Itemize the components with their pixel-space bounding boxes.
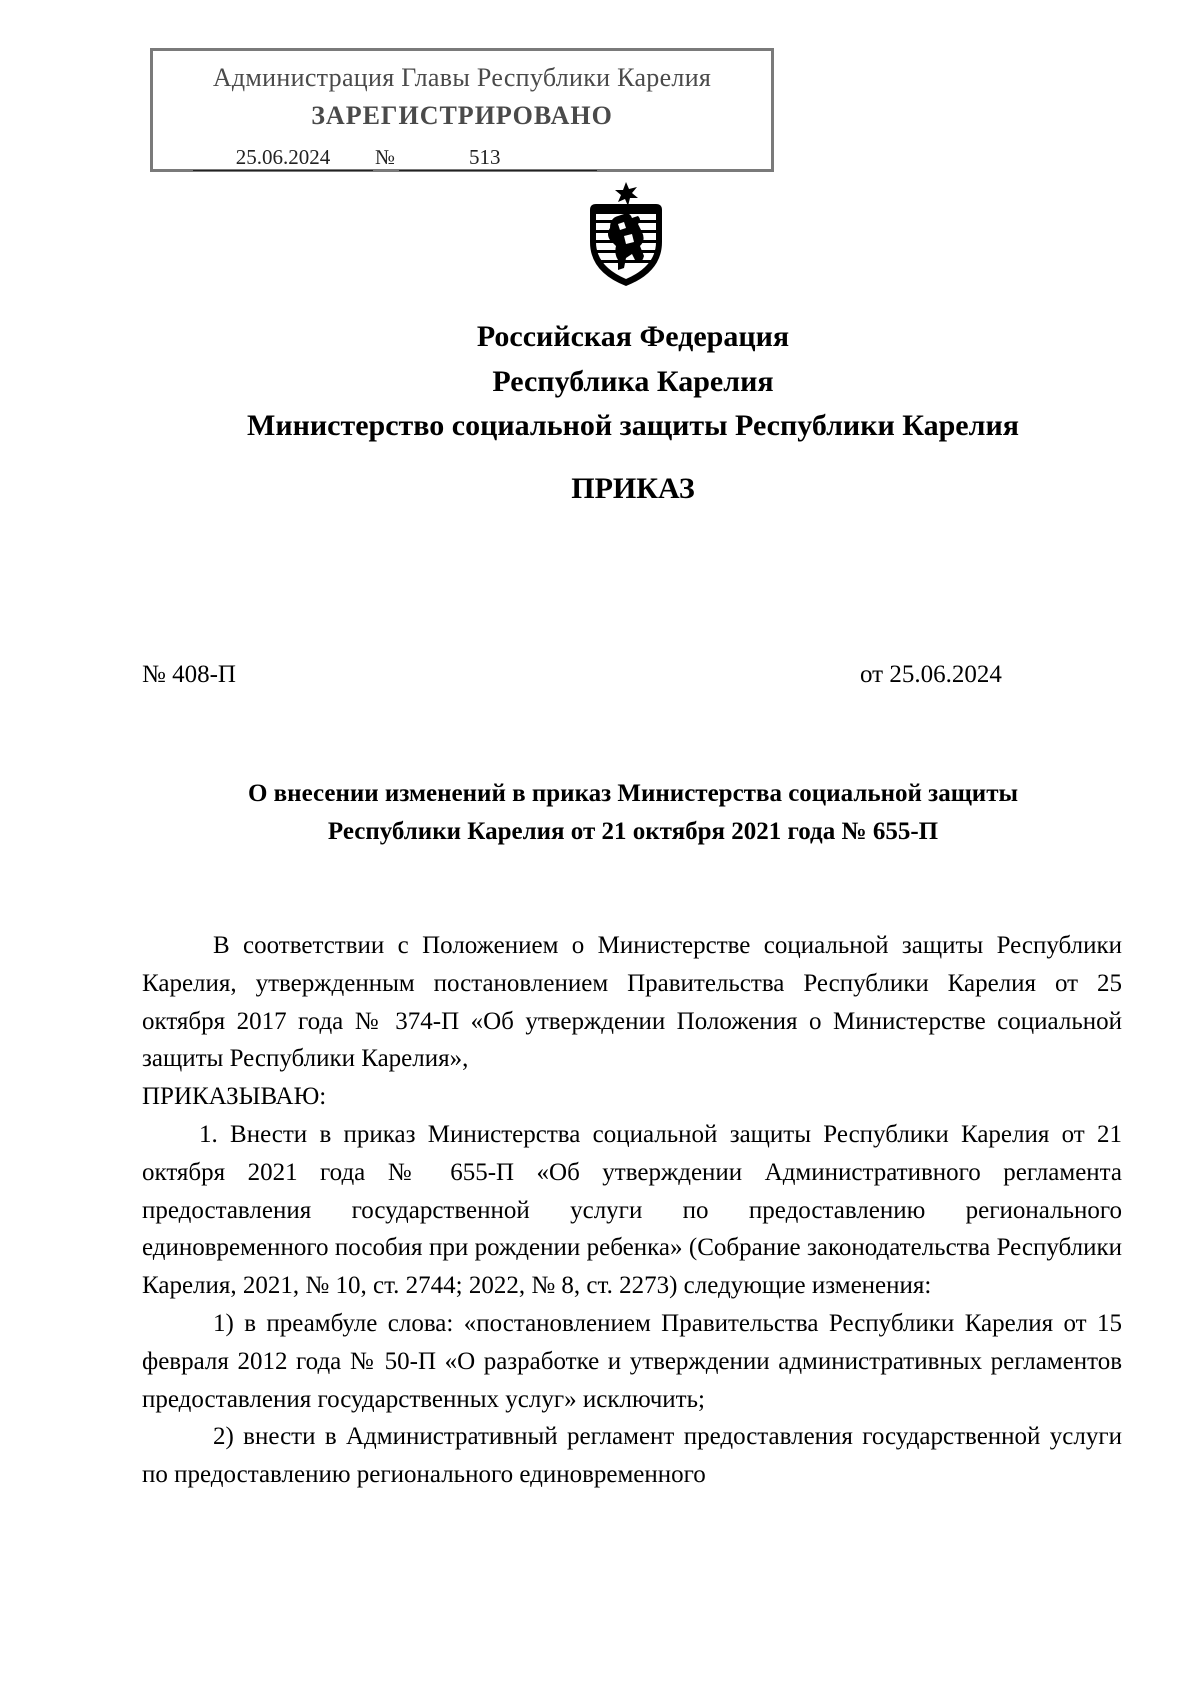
preamble-paragraph: В соответствии с Положением о Министерстве социальной защиты Республики Карелия, утвержденным постановлением Правительства Республики Карелия от 25 октября 2017 года № 374-П «Об утверждении Положения о Министерстве социальной защиты Республики Карелия», (142, 932, 1122, 1073)
order-word: ПРИКАЗЫВАЮ: (142, 1083, 327, 1111)
order-date: от 25.06.2024 (860, 661, 1002, 688)
document-type: ПРИКАЗ (571, 472, 695, 505)
header-country: Российская Федерация (476, 320, 790, 353)
item-1-paragraph: 1. Внести в приказ Министерства социальной защиты Республики Карелия от 21 октября 2021 года № 655-П «Об утверждении Административного регламента предоставления государственной услуги по предоставлению регионального единовременного пособия при рождении ребенка» (Собрание законодательства Республики Карелия, 2021, № 10, ст. 2744; 2022, № 8, ст. 2273) следующие изменения: (142, 1120, 1122, 1300)
stamp-number-sign: № (375, 145, 396, 169)
subject-line-1: О внесении изменений в приказ Министерства социальной защиты (247, 780, 1019, 807)
stamp-number: 513 (399, 145, 597, 171)
karelia-coat-of-arms-icon (584, 180, 668, 290)
document-body (142, 927, 1122, 1494)
header-ministry: Министерство социальной защиты Республики Карелия (247, 409, 1019, 442)
stamp-status: ЗАРЕГИСТРИРОВАНО (311, 101, 613, 130)
stamp-date: 25.06.2024 (193, 145, 373, 171)
subitem-2-paragraph: 2) внести в Административный регламент предоставления государственной услуги по предоставлению регионального единовременного (142, 1423, 1122, 1489)
order-number: № 408-П (142, 661, 236, 688)
subject-line-2: Республики Карелия от 21 октября 2021 года № 655-П (327, 818, 939, 845)
registration-stamp (150, 48, 774, 172)
subitem-1-paragraph: 1) в преамбуле слова: «постановлением Правительства Республики Карелия от 15 февраля 2012 года № 50-П «О разработке и утверждении административных регламентов предоставления государственных услуг» исключить; (142, 1309, 1122, 1413)
stamp-registration-row (193, 145, 597, 171)
stamp-organization: Администрация Главы Республики Карелия (212, 63, 712, 92)
header-republic: Республика Карелия (492, 365, 774, 398)
